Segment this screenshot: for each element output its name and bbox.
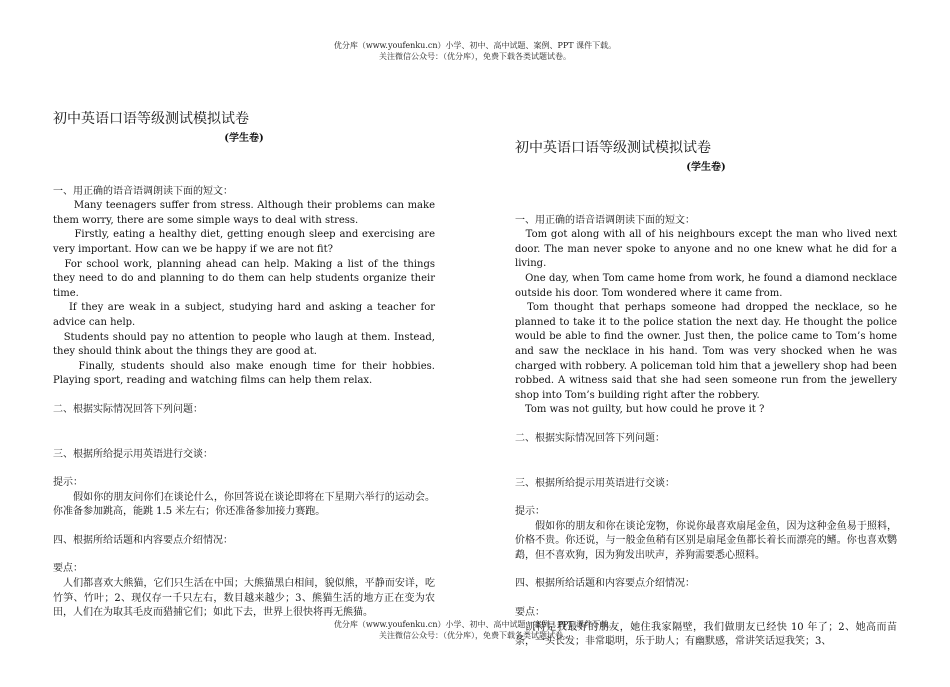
- left-hint-text: 假如你的朋友问你们在谈论什么，你回答说在谈论即将在下星期六举行的运动会。你准备参加跳高，能跳 1.5 米左右；你还准备参加接力赛跑。: [53, 491, 435, 518]
- left-section-3-heading: 三、根据所给提示用英语进行交谈：: [53, 448, 213, 460]
- left-reading-para-4: If they are weak in a subject, studying hard and asking a teacher for advice can help.: [53, 302, 435, 328]
- header-line-2: 关注微信公众号：（优分库），免费下载各类试题试卷。: [379, 52, 571, 61]
- right-exam-page: [515, 139, 897, 650]
- right-section-1-heading: 一、用正确的语音语调朗读下面的短文：: [515, 214, 695, 226]
- right-section-3-heading: 三、根据所给提示用英语进行交谈：: [515, 477, 675, 489]
- left-reading-para-5: Students should pay no attention to people who laugh at them. Instead, they should think about the things they are good at.: [53, 331, 435, 358]
- left-reading-para-1: Many teenagers suffer from stress. Although their problems can make them worry, there are some simple ways to deal with stress.: [53, 200, 435, 226]
- left-subtitle: (学生卷): [224, 133, 264, 144]
- left-points-label: 要点：: [53, 563, 83, 575]
- right-subtitle: (学生卷): [686, 162, 726, 173]
- right-reading-para-1: Tom got along with all of his neighbours except the man who lived next door. The man never spoke to anyone and no one knew what he did for a living.: [515, 229, 897, 270]
- left-title: 初中英语口语等级测试模拟试卷: [53, 111, 249, 127]
- left-points-text: 人们都喜欢大熊猫，它们只生活在中国；大熊猫黑白相间，貌似熊，平静而安详，吃竹笋、竹叶；2、现仅存一千只左右，数目越来越少；3、熊猫生活的地方正在变为农田，人们在为取其毛皮而猎捕它们；如此下去，世界上很快将再无熊猫。: [53, 578, 435, 619]
- right-section-2-heading: 二、根据实际情况回答下列问题：: [515, 432, 665, 444]
- right-reading-para-2: One day, when Tom came home from work, he found a diamond necklace outside his door. Tom wondered where it came from.: [515, 272, 897, 299]
- page-footer: [0, 619, 950, 641]
- right-hint-text: 假如你的朋友和你在谈论宠物，你说你最喜欢扇尾金鱼，因为这种金鱼易于照料，价格不贵。你还说，与一般金鱼稍有区别是扇尾金鱼都长着长而漂亮的鳍。你也喜欢鹦鹉，但不喜欢狗，因为狗发出吠声，养狗需要悉心照料。: [515, 520, 897, 561]
- right-points-text: 凯特是我最好的朋友，她住我家隔壁，我们做朋友已经快 10 年了；2、她高而苗条，一头长发；非常聪明，乐于助人；有幽默感，常讲笑话逗我笑；3、: [515, 621, 897, 648]
- footer-line-1: 优分库（www.youfenku.cn）小学、初中、高中试题、案例、PPT 课件下载。: [333, 620, 617, 629]
- left-section-4-heading: 四、根据所给话题和内容要点介绍情况：: [53, 534, 233, 546]
- left-section-1-heading: 一、用正确的语音语调朗读下面的短文：: [53, 185, 233, 197]
- left-section-2-heading: 二、根据实际情况回答下列问题：: [53, 403, 203, 415]
- left-reading-para-2: Firstly, eating a healthy diet, getting enough sleep and exercising are very important. How can we be happy if we are not fit?: [53, 229, 435, 255]
- page-header: [0, 40, 950, 62]
- right-section-4-heading: 四、根据所给话题和内容要点介绍情况：: [515, 578, 695, 590]
- left-reading-para-3: For school work, planning ahead can help. Making a list of the things they need to do and planning to do them can help students organize their time.: [53, 258, 435, 299]
- right-reading-para-4: Tom was not guilty, but how could he prove it ?: [515, 404, 765, 416]
- left-reading-para-6: Finally, students should also make enough time for their hobbies. Playing sport, reading and watching films can help them relax.: [53, 360, 435, 387]
- right-hint-label: 提示：: [515, 506, 545, 518]
- footer-line-2: 关注微信公众号：（优分库），免费下载各类试题试卷。: [379, 631, 571, 640]
- left-exam-page: [53, 110, 435, 621]
- header-line-1: 优分库（www.youfenku.cn）小学、初中、高中试题、案例、PPT 课件下载。: [333, 41, 617, 50]
- right-reading-para-3: Tom thought that perhaps someone had dropped the necklace, so he planned to take it to the police station the next day. He thought the police would be able to find the owner. Just then, the police came to Tom’s home and saw the necklace in his hand. Tom was very shocked when he was charged with robbery. A policeman told him that a jewellery shop had been robbed. A witness said that she had seen someone run from the jewellery shop into Tom’s building right after the robbery.: [515, 302, 897, 401]
- left-hint-label: 提示：: [53, 477, 83, 489]
- right-points-label: 要点：: [515, 607, 545, 619]
- right-title: 初中英语口语等级测试模拟试卷: [515, 140, 711, 156]
